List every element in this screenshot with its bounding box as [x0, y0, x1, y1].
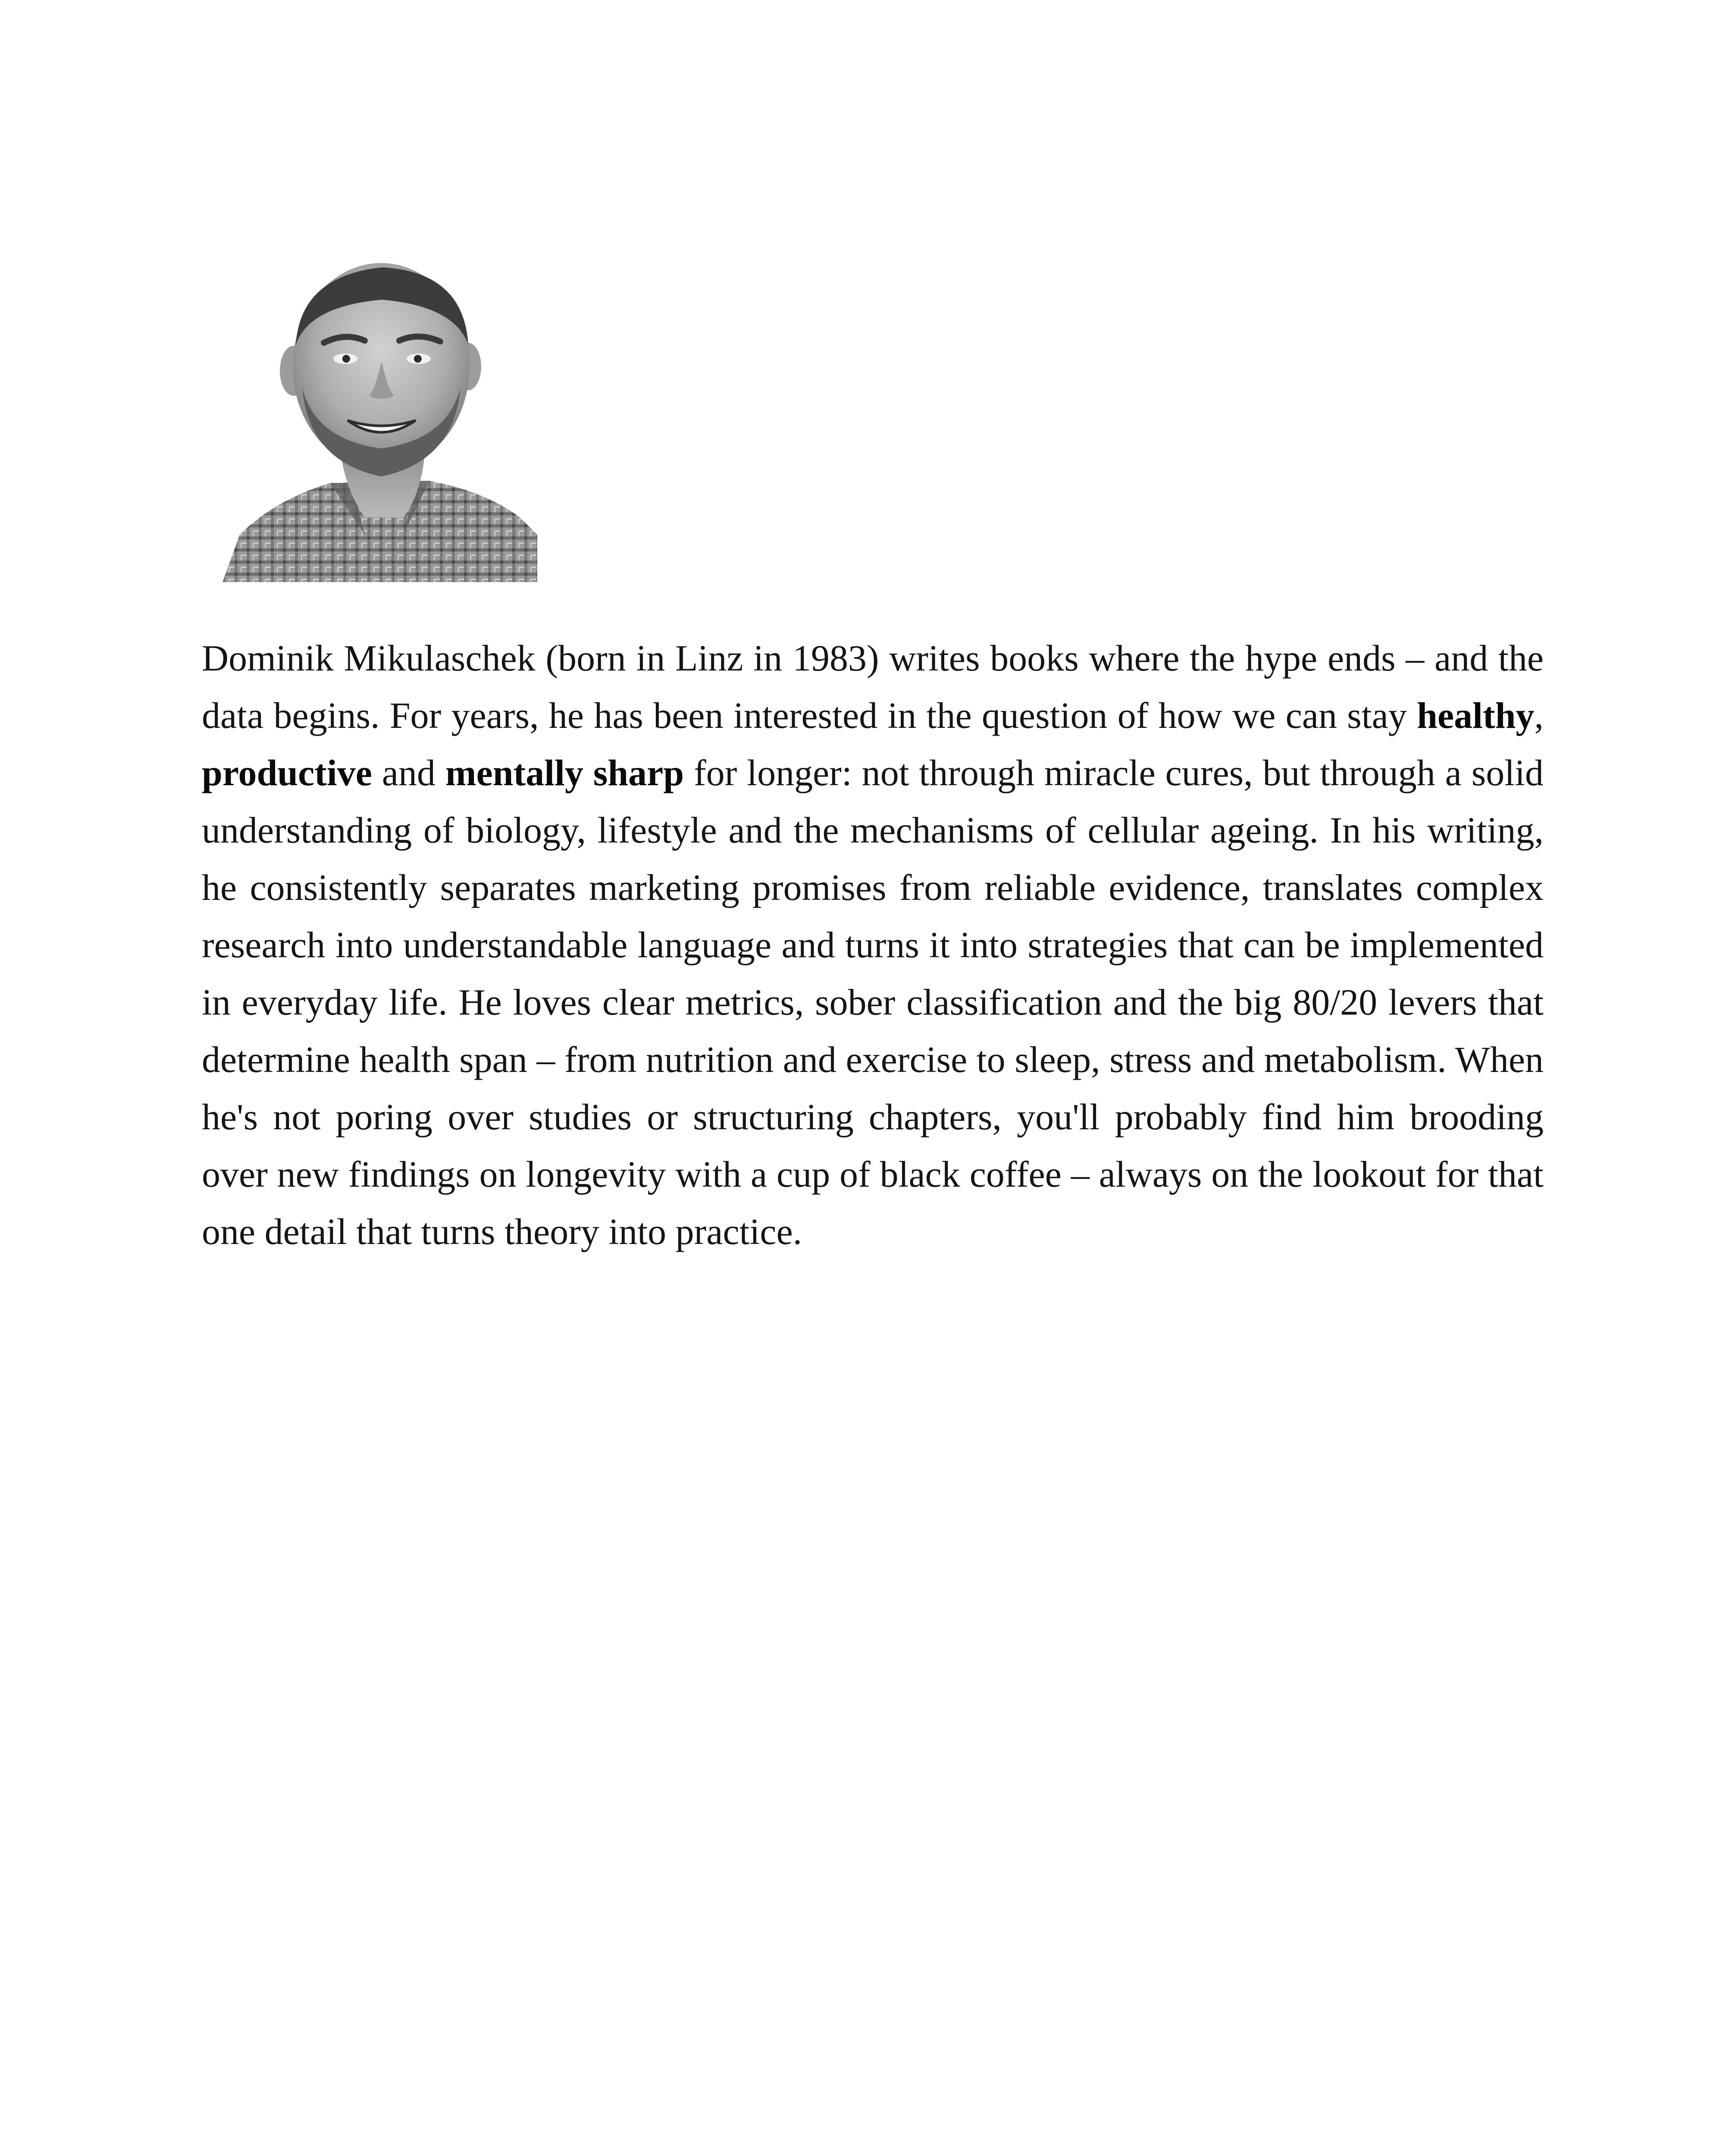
bio-bold-mentally-sharp: mentally sharp: [445, 752, 684, 793]
bio-text-4: for longer: not through miracle cures, but through a solid understanding of biology, lifestyle and the mechanisms of cellular ageing. In his writing, he consistently separates marketing promises from reliable evidence, translates complex research into understandable language and turns it into strategies that can be implemented in everyday life. He loves clear metrics, sober classification and the big 80/20 levers that determine health span – from nutrition and exercise to sleep, stress and metabolism. When he's not poring over studies or structuring chapters, you'll probably find him brooding over new findings on longevity with a cup of black coffee – always on the lookout for that one detail that turns theory into practice.: [202, 752, 1544, 1252]
bio-text-2: ,: [1534, 695, 1544, 736]
bio-text-3: and: [372, 752, 445, 793]
bio-text-1: Dominik Mikulaschek (born in Linz in 1983) writes books where the hype ends – and the data begins. For years, he has been interested in the question of how we can stay: [202, 637, 1544, 736]
author-biography: [202, 630, 1544, 1260]
author-portrait: [222, 259, 537, 582]
bio-bold-productive: productive: [202, 752, 372, 793]
bio-bold-healthy: healthy: [1417, 695, 1535, 736]
